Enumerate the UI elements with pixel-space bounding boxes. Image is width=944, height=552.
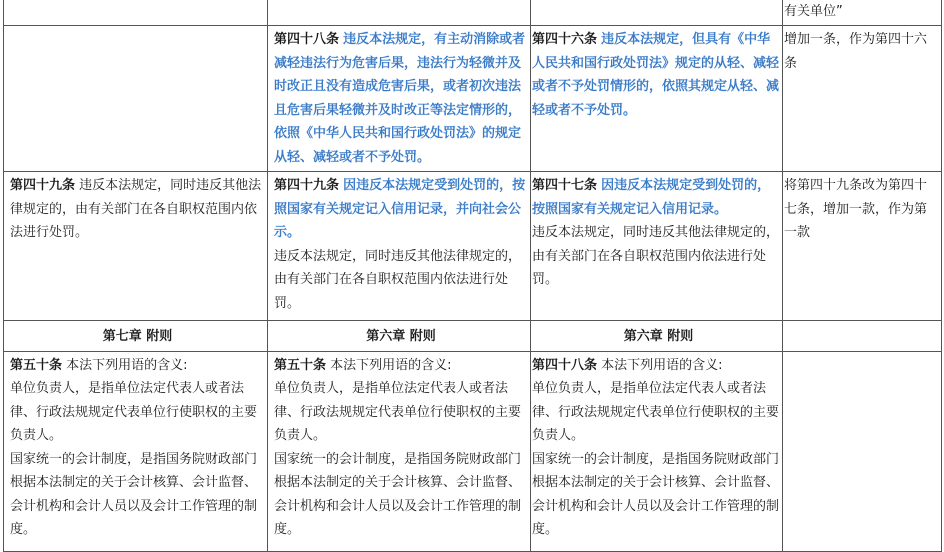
cell-text: 增加一条，作为第四十六条 <box>784 32 928 71</box>
cell <box>4 351 268 551</box>
article-number: 第四十六条 <box>532 32 598 47</box>
article-text: 国家统一的会计制度，是指国务院财政部门根据本法制定的关于会计核算、会计监督、会计机构和会计人员以及会计工作管理的制度。 <box>532 451 780 537</box>
cell <box>268 26 531 172</box>
article-text: 单位负责人，是指单位法定代表人或者法律、行政法规规定代表单位行使职权的主要负责人。 <box>274 381 522 443</box>
cell <box>783 172 942 321</box>
cell <box>268 0 531 26</box>
article-number: 第五十条 <box>10 357 63 373</box>
article-text: 违反本法规定，有主动消除或者减轻违法行为危害后果，违法行为轻微并及时改正且没有造成危害后果，或者初次违法且危害后果轻微并及时改正等法定情形的，依照《中华人民共和国行政处罚法》的规定从轻、减轻或者不予处罚。 <box>274 32 526 165</box>
table-row <box>4 351 942 551</box>
cell <box>783 321 942 352</box>
law-comparison-table <box>3 0 942 552</box>
chapter-heading: 第六章 附则 <box>531 321 783 352</box>
article-text: 单位负责人，是指单位法定代表人或者法律、行政法规规定代表单位行使职权的主要负责人。 <box>532 381 780 443</box>
article-text: 本法下列用语的含义: <box>66 357 188 373</box>
article-text: 本法下列用语的含义: <box>330 357 452 373</box>
chapter-heading: 第六章 附则 <box>268 321 531 352</box>
table-row <box>4 321 942 352</box>
cell <box>531 172 783 321</box>
article-number: 第四十九条 <box>10 178 76 193</box>
article-text: 因违反本法规定受到处罚的，按照国家有关规定记入信用记录，并向社会公示。 <box>274 178 526 240</box>
article-text: 国家统一的会计制度，是指国务院财政部门根据本法制定的关于会计核算、会计监督、会计机构和会计人员以及会计工作管理的制度。 <box>274 451 522 537</box>
article-number: 第五十条 <box>274 357 327 373</box>
cell-text: 将第四十九条改为第四十七条，增加一款，作为第一款 <box>784 178 928 240</box>
table-row <box>4 26 942 172</box>
cell <box>531 0 783 26</box>
cell <box>4 172 268 321</box>
article-text: 因违反本法规定受到处罚的，按照国家有关规定记入信用记录。 <box>532 178 771 217</box>
article-text: 国家统一的会计制度，是指国务院财政部门根据本法制定的关于会计核算、会计监督、会计机构和会计人员以及会计工作管理的制度。 <box>10 451 258 537</box>
article-text: 违反本法规定，同时违反其他法律规定的，由有关部门在各自职权范围内依法进行处罚。 <box>274 248 522 311</box>
cell <box>783 26 942 172</box>
article-number: 第四十九条 <box>274 178 340 193</box>
cell <box>4 26 268 172</box>
article-text: 违反本法规定，但具有《中华人民共和国行政处罚法》规定的从轻、减轻或者不予处罚情形的，依照其规定从轻、减轻或者不予处罚。 <box>532 32 780 118</box>
cell <box>268 172 531 321</box>
cell <box>783 351 942 551</box>
cell <box>531 26 783 172</box>
cell <box>783 0 942 26</box>
article-text: 违反本法规定，同时违反其他法律规定的，由有关部门在各自职权范围内依法进行处罚。 <box>532 225 780 287</box>
article-text: 单位负责人，是指单位法定代表人或者法律、行政法规规定代表单位行使职权的主要负责人。 <box>10 381 258 443</box>
article-number: 第四十七条 <box>532 178 598 193</box>
cell <box>268 351 531 551</box>
article-text: 本法下列用语的含义: <box>601 357 723 373</box>
table-row <box>4 172 942 321</box>
cell-text: 有关单位” <box>784 3 843 19</box>
chapter-heading: 第七章 附则 <box>4 321 268 352</box>
table-row <box>4 0 942 26</box>
article-number: 第四十八条 <box>274 32 340 47</box>
cell <box>4 0 268 26</box>
article-text: 违反本法规定，同时违反其他法律规定的，由有关部门在各自职权范围内依法进行处罚。 <box>10 178 262 240</box>
article-number: 第四十八条 <box>532 357 598 373</box>
cell <box>531 351 783 551</box>
